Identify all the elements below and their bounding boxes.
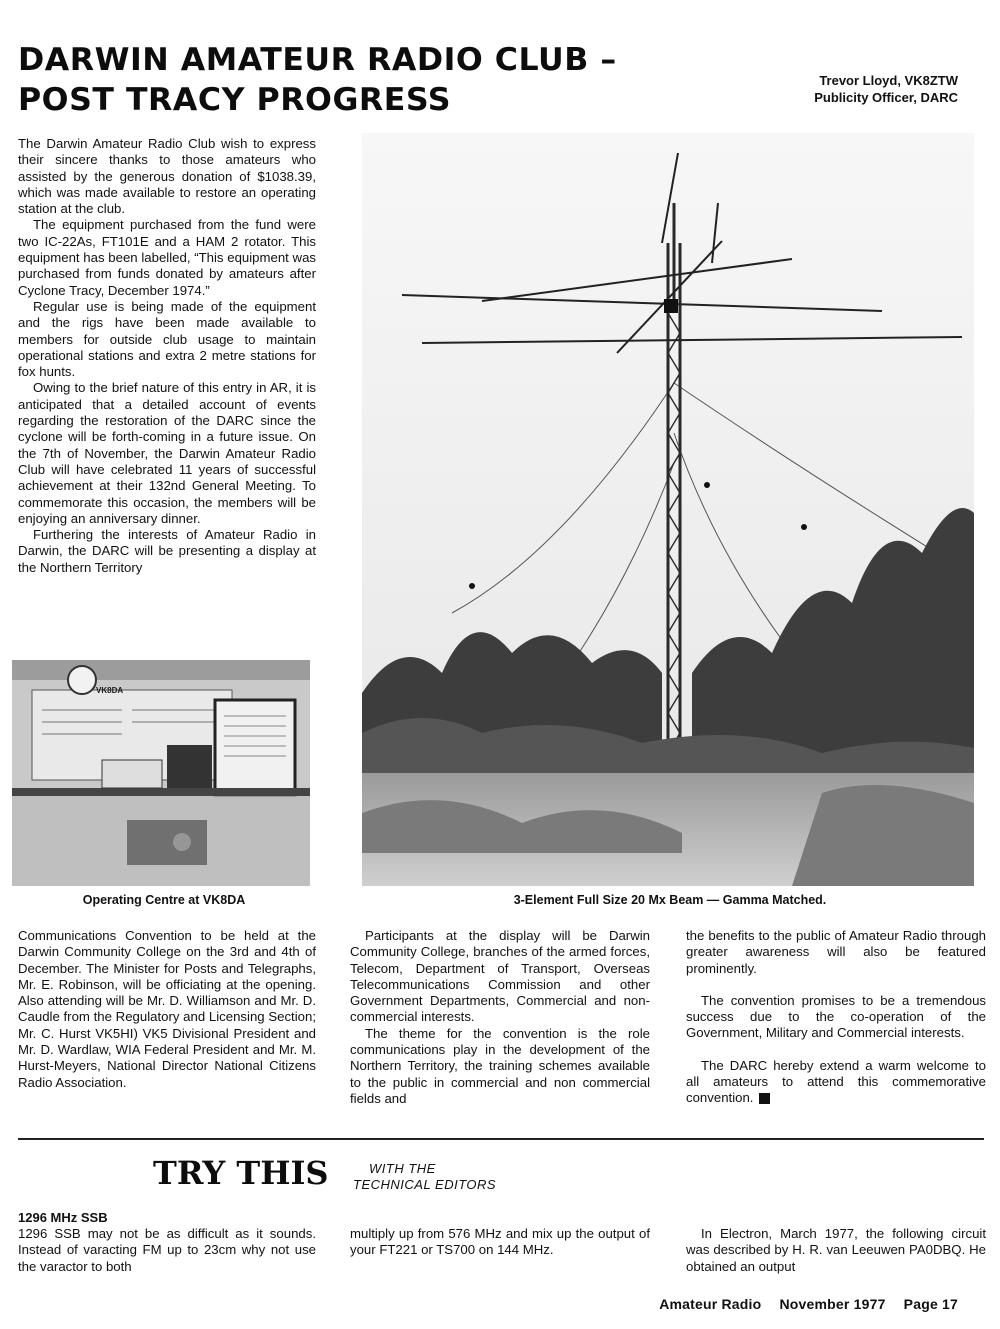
try-this-paragraph: In Electron, March 1977, the following circuit was described by H. R. van Leeuwen PA0DBQ. He obtained an output [686,1226,986,1274]
page-number: Page 17 [903,1296,958,1312]
page-footer [659,1296,958,1312]
intro-paragraph: Regular use is being made of the equipment and the rigs have been made available to members for outside club usage to maintain operational stations and extra 2 metre stations for fox hunts. [18,298,316,380]
article-title-line2: POST TRACY PROGRESS [18,82,452,118]
article-title-line1: DARWIN AMATEUR RADIO CLUB – [18,42,617,78]
author-role: Publicity Officer, DARC [814,90,958,105]
intro-paragraph: Owing to the brief nature of this entry in AR, it is anticipated that a detailed account of events regarding the restoration of the DARC since the cyclone will be forth-coming in a future issue. On the 7th of November, the Darwin Amateur Radio Club will have celebrated 11 years of successful achievement at their 132nd General Meeting. To commemorate this occasion, the members will be enjoying an anniversary dinner. [18,380,316,526]
intro-paragraph: The Darwin Amateur Radio Club wish to express their sincere thanks to those amateurs who assisted by the generous donation of $1038.39, which was made available to restore an operating station at the club. [18,136,316,217]
small-photo-caption: Operating Centre at VK8DA [82,893,246,907]
photo-sign-label: VK8DA [96,686,124,695]
lower-paragraph: The convention promises to be a tremendous success due to the co-operation of the Government, Military and Commercial interests. [686,992,986,1041]
section-divider [18,1138,984,1140]
try-this-column-2 [350,1226,650,1259]
try-this-subtitle [353,1161,496,1193]
try-this-heading: TRY THIS [153,1154,329,1192]
lower-paragraph: Participants at the display will be Darwin Community College, branches of the armed forces, Telecom, Department of Transport, Overseas Telecommunications Commission and other Government Departments, Commercial and non-commercial interests. [350,928,650,1025]
end-of-article-mark [759,1093,770,1104]
lower-column-3 [686,928,986,1107]
lower-paragraph [686,1058,986,1107]
issue-date: November 1977 [779,1296,886,1312]
closing-sentence: The DARC hereby extend a warm welcome to all amateurs to attend this commemorative convention. [686,1057,986,1106]
lower-column-1 [18,928,316,1091]
antenna-photo [362,133,974,886]
large-photo-caption: 3-Element Full Size 20 Mx Beam — Gamma Matched. [513,893,827,907]
lower-paragraph: Communications Convention to be held at the Darwin Community College on the 3rd and 4th of December. The Minister for Posts and Telegraphs, Mr. E. Robinson, will be officiating at the opening. Also attending will be Mr. D. Williamson and Mr. D. Caudle from the Regulatory and Licensing Section; Mr. C. Hurst VK5HI) VK5 Divisional President and Mr. D. Wardlaw, WIA Federal President and Mr. M. Hurst-Meyers, National Director National Citizens Radio Association. [18,928,316,1090]
try-this-paragraph: multiply up from 576 MHz and mix up the output of your FT221 or TS700 on 144 MHz. [350,1226,650,1258]
section-subheading: 1296 MHz SSB [18,1210,108,1225]
try-this-column-1 [18,1226,316,1275]
intro-paragraph: Furthering the interests of Amateur Radio in Darwin, the DARC will be presenting a display at the Northern Territory [18,527,316,575]
antenna-photo-drawing [362,133,974,886]
try-this-subtitle-line2: TECHNICAL EDITORS [353,1177,497,1192]
operating-centre-photo [12,660,310,886]
try-this-column-3 [686,1226,986,1275]
lower-column-2 [350,928,650,1107]
lower-paragraph: The theme for the convention is the role communications play in the development of the Northern Territory, the training schemes available to the public in commercial and non commercial fields and [350,1025,650,1106]
publication-name: Amateur Radio [659,1296,762,1312]
author-name: Trevor Lloyd, VK8ZTW [819,73,958,88]
intro-column [18,136,316,576]
try-this-paragraph: 1296 SSB may not be as difficult as it sounds. Instead of varacting FM up to 23cm why not use the varactor to both [18,1226,316,1274]
byline [814,72,958,106]
operating-centre-drawing [12,660,310,886]
intro-paragraph: The equipment purchased from the fund were two IC-22As, FT101E and a HAM 2 rotator. This equipment has been labelled, “This equipment was purchased from funds donated by amateurs after Cyclone Tracy, December 1974.” [18,217,316,298]
try-this-subtitle-line1: WITH THE [369,1161,436,1176]
article-title [18,40,617,120]
lower-paragraph: the benefits to the public of Amateur Radio through greater awareness will also be featured prominently. [686,928,986,976]
